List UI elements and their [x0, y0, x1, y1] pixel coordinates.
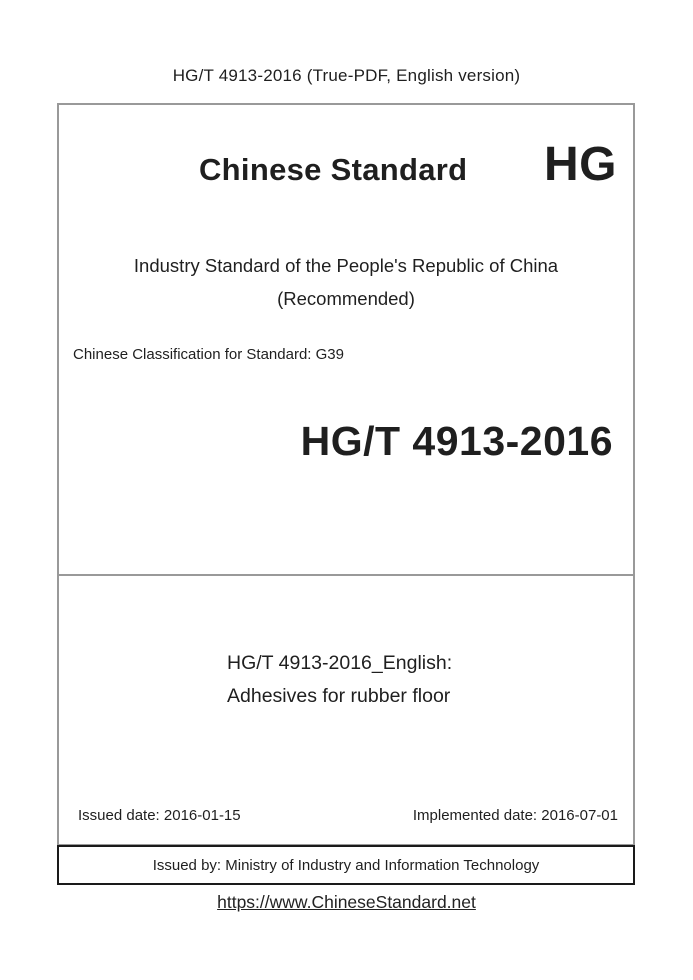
standard-subtitle-line2: (Recommended) [277, 288, 415, 309]
page-header-title: HG/T 4913-2016 (True-PDF, English version) [172, 66, 521, 85]
brand-title: Chinese Standard [199, 152, 468, 187]
cover-title-row [59, 138, 633, 191]
issuer-box [57, 845, 635, 885]
classification-code: Chinese Classification for Standard: G39 [73, 346, 344, 363]
issued-date-label: Issued date: 2016-01-15 [78, 807, 241, 824]
english-title-block [227, 647, 452, 713]
horizontal-divider [59, 574, 633, 576]
standard-subtitle-line1: Industry Standard of the People's Republic of China [133, 255, 559, 276]
english-title-line2: Adhesives for rubber floor [227, 685, 451, 707]
english-title-line1: HG/T 4913-2016_English: [227, 652, 453, 674]
hg-logo: HG [544, 138, 617, 191]
standard-number: HG/T 4913-2016 [300, 418, 613, 464]
page-footer [0, 892, 693, 913]
website-link[interactable]: https://www.ChineseStandard.net [217, 892, 476, 912]
dates-row [78, 807, 618, 824]
issuer-text: Issued by: Ministry of Industry and Information Technology [152, 856, 540, 874]
standard-cover-box [57, 103, 635, 846]
implemented-date-label: Implemented date: 2016-07-01 [412, 807, 618, 824]
